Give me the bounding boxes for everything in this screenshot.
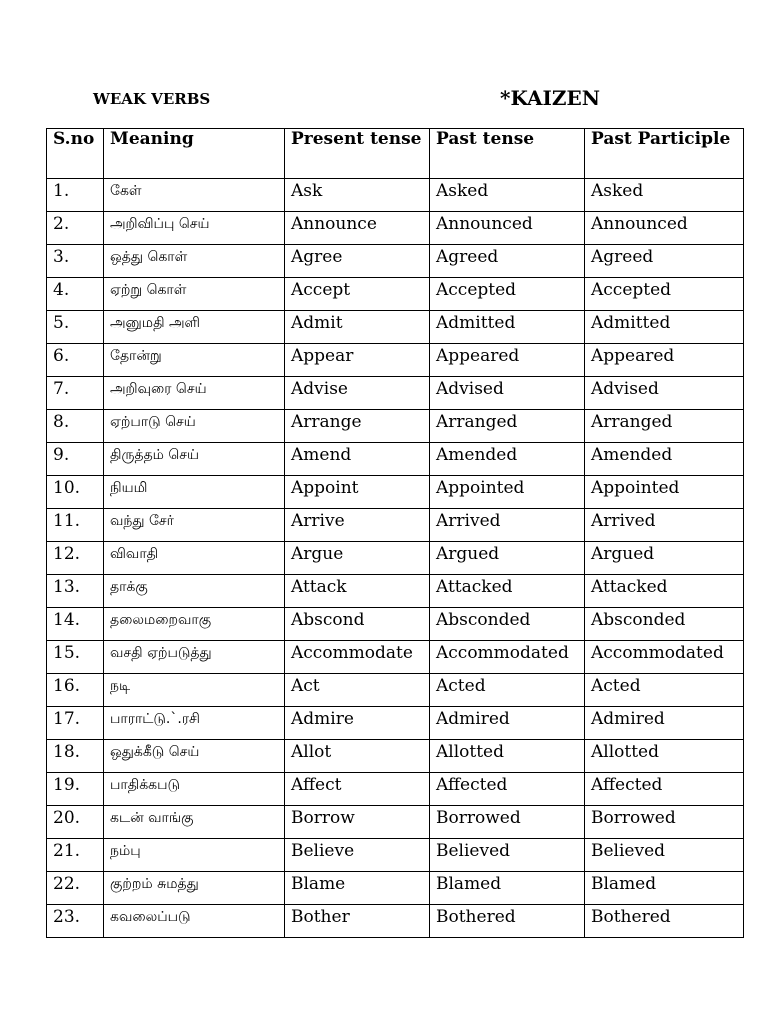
cell-meaning: குற்றம் சுமத்து: [104, 872, 285, 905]
cell-present: Admit: [285, 311, 430, 344]
cell-sno: 4.: [47, 278, 104, 311]
cell-sno: 12.: [47, 542, 104, 575]
cell-past: Accepted: [430, 278, 585, 311]
cell-participle: Absconded: [585, 608, 744, 641]
cell-sno: 6.: [47, 344, 104, 377]
cell-meaning: நியமி: [104, 476, 285, 509]
cell-participle: Acted: [585, 674, 744, 707]
cell-participle: Blamed: [585, 872, 744, 905]
table-row: [47, 641, 744, 674]
cell-past: Admitted: [430, 311, 585, 344]
cell-participle: Affected: [585, 773, 744, 806]
table-row: [47, 905, 744, 938]
cell-sno: 16.: [47, 674, 104, 707]
cell-participle: Accommodated: [585, 641, 744, 674]
table-row: [47, 278, 744, 311]
cell-participle: Believed: [585, 839, 744, 872]
cell-present: Agree: [285, 245, 430, 278]
cell-present: Appoint: [285, 476, 430, 509]
table-row: [47, 674, 744, 707]
cell-past: Appointed: [430, 476, 585, 509]
cell-sno: 8.: [47, 410, 104, 443]
cell-meaning: பாராட்டு.`.ரசி: [104, 707, 285, 740]
cell-participle: Appeared: [585, 344, 744, 377]
cell-participle: Allotted: [585, 740, 744, 773]
cell-present: Announce: [285, 212, 430, 245]
cell-meaning: கடன் வாங்கு: [104, 806, 285, 839]
cell-meaning: வந்து சேர்: [104, 509, 285, 542]
table-row: [47, 509, 744, 542]
cell-present: Attack: [285, 575, 430, 608]
column-header-sno: S.no: [47, 129, 104, 179]
table-header-row: [47, 129, 744, 179]
cell-meaning: தோன்று: [104, 344, 285, 377]
cell-meaning: பாதிக்கபடு: [104, 773, 285, 806]
cell-past: Admired: [430, 707, 585, 740]
table-row: [47, 806, 744, 839]
table-row: [47, 179, 744, 212]
cell-past: Affected: [430, 773, 585, 806]
cell-meaning: ஒத்து கொள்: [104, 245, 285, 278]
cell-present: Accommodate: [285, 641, 430, 674]
cell-present: Advise: [285, 377, 430, 410]
cell-past: Arrived: [430, 509, 585, 542]
cell-sno: 23.: [47, 905, 104, 938]
cell-meaning: ஏற்று கொள்: [104, 278, 285, 311]
column-header-meaning: Meaning: [104, 129, 285, 179]
cell-participle: Asked: [585, 179, 744, 212]
table-row: [47, 608, 744, 641]
table-row: [47, 410, 744, 443]
cell-participle: Arrived: [585, 509, 744, 542]
table-row: [47, 212, 744, 245]
cell-meaning: அனுமதி அளி: [104, 311, 285, 344]
cell-sno: 13.: [47, 575, 104, 608]
table-row: [47, 575, 744, 608]
cell-present: Blame: [285, 872, 430, 905]
cell-meaning: ஏற்பாடு செய்: [104, 410, 285, 443]
cell-meaning: திருத்தம் செய்: [104, 443, 285, 476]
cell-past: Attacked: [430, 575, 585, 608]
cell-past: Asked: [430, 179, 585, 212]
cell-sno: 7.: [47, 377, 104, 410]
table-row: [47, 542, 744, 575]
column-header-participle: Past Participle: [585, 129, 744, 179]
cell-present: Ask: [285, 179, 430, 212]
cell-participle: Borrowed: [585, 806, 744, 839]
cell-present: Believe: [285, 839, 430, 872]
cell-participle: Advised: [585, 377, 744, 410]
cell-participle: Attacked: [585, 575, 744, 608]
cell-present: Abscond: [285, 608, 430, 641]
cell-present: Affect: [285, 773, 430, 806]
column-header-past: Past tense: [430, 129, 585, 179]
cell-sno: 11.: [47, 509, 104, 542]
cell-sno: 17.: [47, 707, 104, 740]
cell-meaning: அறிவுரை செய்: [104, 377, 285, 410]
cell-past: Announced: [430, 212, 585, 245]
cell-participle: Argued: [585, 542, 744, 575]
cell-meaning: விவாதி: [104, 542, 285, 575]
cell-participle: Admitted: [585, 311, 744, 344]
cell-meaning: அறிவிப்பு செய்: [104, 212, 285, 245]
table-row: [47, 740, 744, 773]
cell-meaning: கவலைப்படு: [104, 905, 285, 938]
cell-sno: 2.: [47, 212, 104, 245]
column-header-present: Present tense: [285, 129, 430, 179]
table-row: [47, 476, 744, 509]
cell-sno: 1.: [47, 179, 104, 212]
cell-sno: 18.: [47, 740, 104, 773]
cell-past: Allotted: [430, 740, 585, 773]
cell-participle: Bothered: [585, 905, 744, 938]
cell-meaning: நடி: [104, 674, 285, 707]
table-row: [47, 839, 744, 872]
cell-meaning: கேள்: [104, 179, 285, 212]
cell-sno: 5.: [47, 311, 104, 344]
table-row: [47, 311, 744, 344]
table-row: [47, 377, 744, 410]
cell-sno: 10.: [47, 476, 104, 509]
cell-sno: 3.: [47, 245, 104, 278]
cell-sno: 22.: [47, 872, 104, 905]
cell-sno: 19.: [47, 773, 104, 806]
cell-present: Arrange: [285, 410, 430, 443]
cell-past: Absconded: [430, 608, 585, 641]
cell-participle: Arranged: [585, 410, 744, 443]
cell-past: Advised: [430, 377, 585, 410]
cell-past: Arranged: [430, 410, 585, 443]
table-row: [47, 245, 744, 278]
cell-present: Arrive: [285, 509, 430, 542]
cell-participle: Appointed: [585, 476, 744, 509]
verb-table: [46, 128, 744, 938]
cell-past: Blamed: [430, 872, 585, 905]
cell-participle: Announced: [585, 212, 744, 245]
cell-past: Believed: [430, 839, 585, 872]
cell-present: Amend: [285, 443, 430, 476]
table-row: [47, 344, 744, 377]
table-row: [47, 872, 744, 905]
cell-meaning: நம்பு: [104, 839, 285, 872]
cell-past: Amended: [430, 443, 585, 476]
cell-present: Allot: [285, 740, 430, 773]
cell-present: Bother: [285, 905, 430, 938]
cell-past: Borrowed: [430, 806, 585, 839]
cell-past: Appeared: [430, 344, 585, 377]
document-title: WEAK VERBS: [93, 90, 211, 108]
cell-participle: Amended: [585, 443, 744, 476]
table-row: [47, 773, 744, 806]
cell-meaning: ஒதுக்கீடு செய்: [104, 740, 285, 773]
cell-participle: Accepted: [585, 278, 744, 311]
table-row: [47, 707, 744, 740]
table-row: [47, 443, 744, 476]
cell-sno: 9.: [47, 443, 104, 476]
cell-participle: Agreed: [585, 245, 744, 278]
brand-title: *KAIZEN: [500, 86, 601, 110]
cell-sno: 15.: [47, 641, 104, 674]
cell-sno: 20.: [47, 806, 104, 839]
cell-present: Admire: [285, 707, 430, 740]
cell-present: Argue: [285, 542, 430, 575]
cell-meaning: தாக்கு: [104, 575, 285, 608]
cell-present: Accept: [285, 278, 430, 311]
cell-past: Agreed: [430, 245, 585, 278]
cell-present: Act: [285, 674, 430, 707]
cell-sno: 21.: [47, 839, 104, 872]
cell-participle: Admired: [585, 707, 744, 740]
cell-past: Accommodated: [430, 641, 585, 674]
cell-present: Borrow: [285, 806, 430, 839]
cell-meaning: தலைமறைவாகு: [104, 608, 285, 641]
cell-past: Acted: [430, 674, 585, 707]
cell-past: Bothered: [430, 905, 585, 938]
cell-past: Argued: [430, 542, 585, 575]
cell-sno: 14.: [47, 608, 104, 641]
cell-meaning: வசதி ஏற்படுத்து: [104, 641, 285, 674]
cell-present: Appear: [285, 344, 430, 377]
